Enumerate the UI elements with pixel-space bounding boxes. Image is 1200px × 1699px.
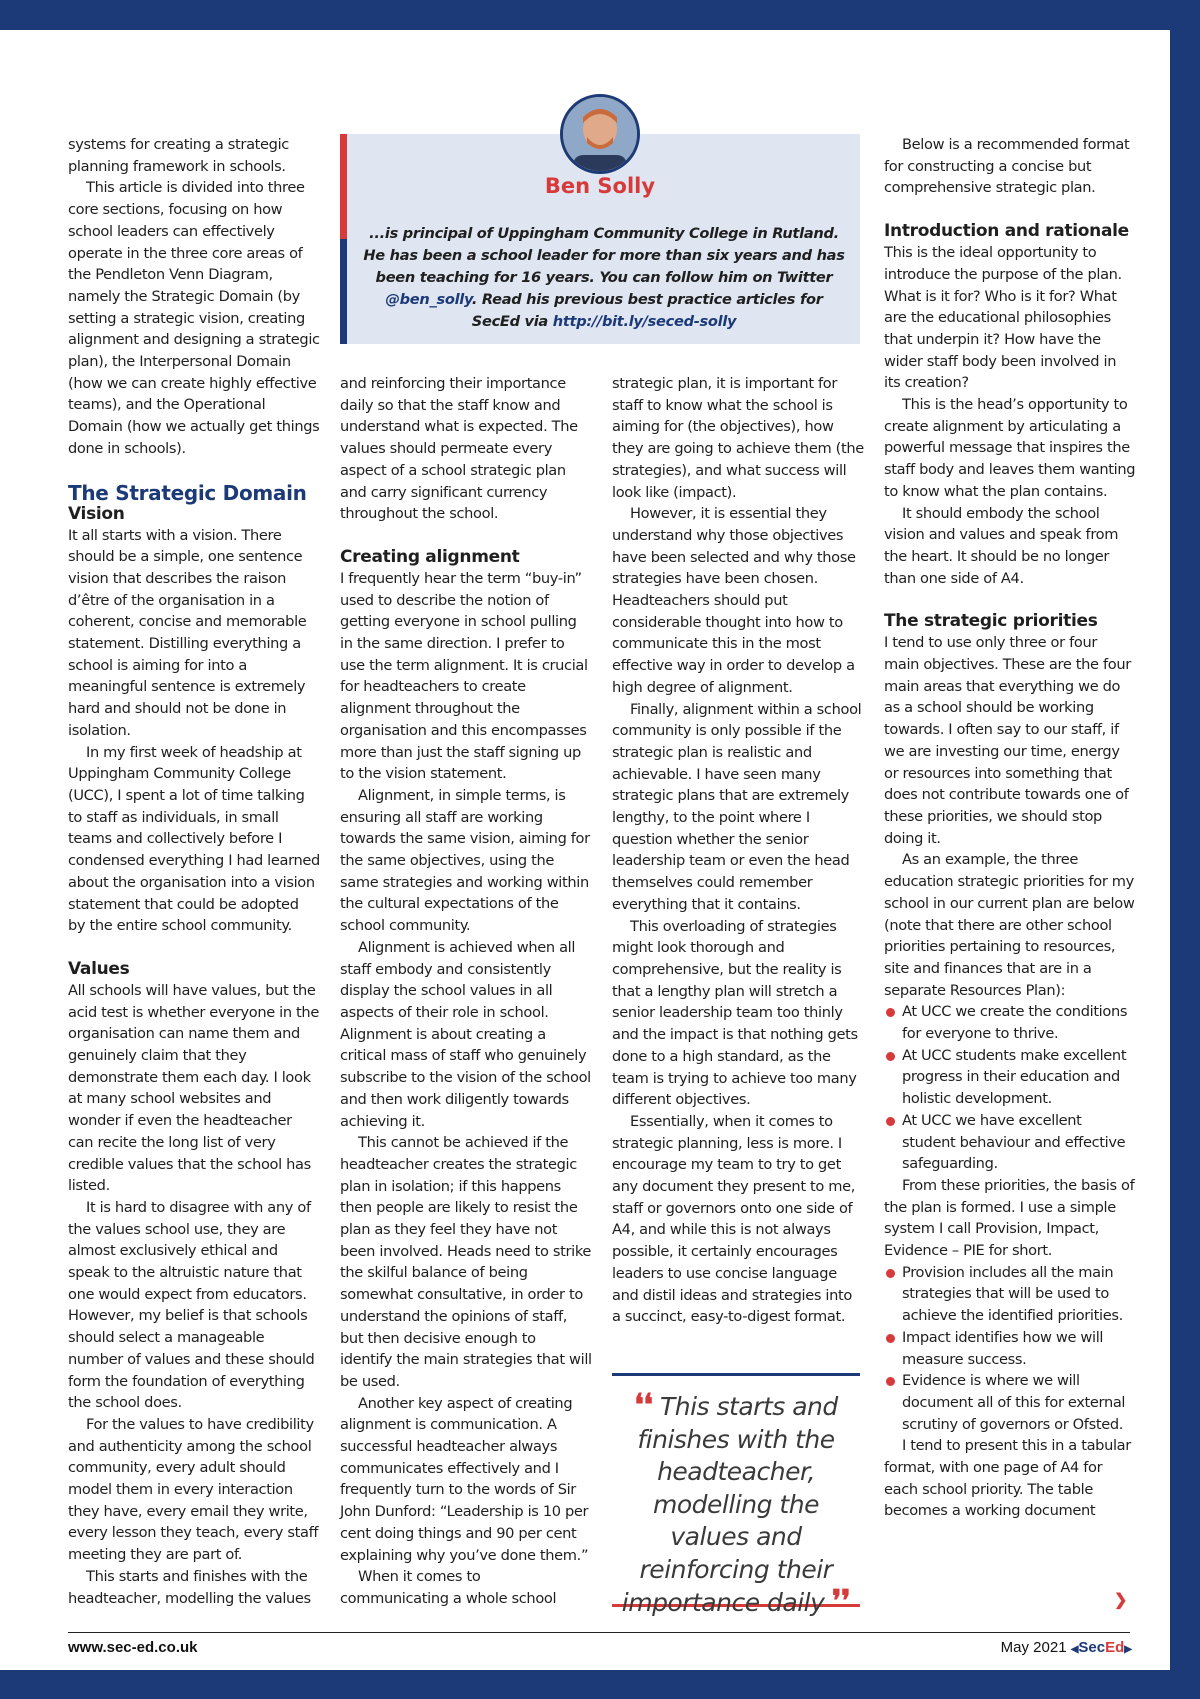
- paragraph: I tend to present this in a tabular format, with one page of A4 for each school priority. The table becomes a working document: [884, 1437, 1131, 1520]
- author-photo-icon: [563, 97, 637, 171]
- priorities-list: [884, 1001, 1136, 1175]
- paragraph: As an example, the three education strategic priorities for my school in our current plan are below (note that there are other school priorities pertaining to resources, site and finances that are in a separate Resources Plan):: [884, 851, 1135, 999]
- column-3: [612, 373, 864, 1328]
- issue-date: May 2021: [1000, 1639, 1067, 1656]
- paragraph: systems for creating a strategic planning framework in schools.: [68, 136, 289, 175]
- brand-logo: [1071, 1639, 1132, 1656]
- brand-sec: Sec: [1078, 1639, 1106, 1656]
- paragraph: This is the ideal opportunity to introduce the purpose of the plan. What is it for? Who is it for? What are the educational philosophies that underpin it? How have the wider staff body been involved in its creation?: [884, 244, 1122, 392]
- paragraph: When it comes to communicating a whole school: [340, 1568, 557, 1607]
- author-name: Ben Solly: [544, 174, 656, 198]
- list-item: [884, 1262, 1136, 1327]
- paragraph: strategic plan, it is important for staff to know what the school is aiming for (the objectives), how they are going to achieve them (the strategies), and what success will look like (impact).: [612, 375, 864, 501]
- bullet-icon: [886, 1377, 895, 1386]
- footer-website-link[interactable]: www.sec-ed.co.uk: [68, 1639, 198, 1656]
- pull-quote-body: This starts and finishes with the headteacher, modelling the values and reinforcing their importance daily: [621, 1392, 838, 1617]
- twitter-handle-link[interactable]: @ben_solly: [385, 291, 472, 308]
- bio-link[interactable]: http://bit.ly/seced-solly: [552, 313, 737, 330]
- subheading-strategic-priorities: The strategic priorities: [884, 611, 1098, 632]
- bullet-icon: [886, 1052, 895, 1061]
- open-quote-icon: ❛❛: [634, 1388, 653, 1423]
- paragraph: From these priorities, the basis of the plan is formed. I use a simple system I call Provision, Impact, Evidence – PIE for short.: [884, 1176, 1135, 1260]
- author-bio-text: [362, 223, 846, 333]
- list-item: [884, 1370, 1136, 1435]
- bullet-icon: [886, 1008, 895, 1017]
- paragraph: Below is a recommended format for constructing a concise but comprehensive strategic plan.: [884, 136, 1130, 197]
- paragraph: Alignment, in simple terms, is ensuring all staff are working towards the same vision, aiming for the same objectives, using the same strategies and working within the cultural expectations of the school community.: [340, 786, 590, 935]
- subheading-vision: Vision: [68, 503, 125, 524]
- pie-list: [884, 1262, 1136, 1436]
- close-quote-icon: ❜❜: [831, 1584, 851, 1619]
- list-item-text: Provision includes all the main strategies that will be used to achieve the identified priorities.: [902, 1263, 1123, 1325]
- continued-arrow-icon: ❯: [1114, 1592, 1128, 1609]
- subheading-values: Values: [68, 958, 130, 979]
- list-item: [884, 1327, 1136, 1370]
- footer-divider: [68, 1632, 1130, 1633]
- subheading-introduction: Introduction and rationale: [884, 221, 1129, 242]
- paragraph: It is hard to disagree with any of the values school use, they are almost exclusively ethical and speak to the altruistic nature that one would expect from educators. However, my belief is that schools should select a manageable number of values and these should form the foundation of everything the school does.: [68, 1198, 315, 1412]
- paragraph: This is the head’s opportunity to create alignment by articulating a powerful message that inspires the staff body and leaves them wanting to know what the plan contains.: [884, 396, 1136, 500]
- paragraph: I frequently hear the term “buy-in” used to describe the notion of getting everyone in school pulling in the same direction. I prefer to use the term alignment. It is crucial for headteachers to create alignment throughout the organisation and this encompasses more than just the staff signing up to the vision statement.: [340, 569, 588, 783]
- list-item-text: At UCC we create the conditions for everyone to thrive.: [902, 1003, 1128, 1043]
- bio-text-part: . Read his previous best practice articles for SecEd via: [471, 291, 823, 330]
- footer-issue: [1001, 1639, 1132, 1656]
- paragraph: This article is divided into three core sections, focusing on how school leaders can effectively operate in the three core areas of the Pendleton Venn Diagram, namely the Strategic Domain (by setting a strategic vision, creating alignment and designing a strategic plan), the Interpersonal Domain (how we can create highly effective teams), and the Operational Domain (how we actually get things done in schools).: [68, 179, 320, 457]
- pull-quote-text: [612, 1390, 860, 1620]
- paragraph: Another key aspect of creating alignment is communication. A successful headteacher always communicates effectively and I frequently turn to the words of Sir John Dunford: “Leadership is 10 per cent doing things and 90 per cent explaining why you’ve done them.”: [340, 1394, 589, 1564]
- list-item-text: Evidence is where we will document all of this for external scrutiny of governors or Ofsted.: [902, 1372, 1126, 1433]
- list-item-text: Impact identifies how we will measure success.: [902, 1328, 1104, 1368]
- bullet-icon: [886, 1334, 895, 1343]
- section-heading-strategic-domain: The Strategic Domain: [68, 480, 307, 505]
- paragraph: This cannot be achieved if the headteacher creates the strategic plan in isolation; if this happens then people are likely to resist the plan as they feel they have not been involved. Heads need to strike the skilful balance of being somewhat consultative, in order to understand the opinions of staff, but then decisive enough to identify the main strategies that will be used.: [340, 1134, 592, 1390]
- list-item: [884, 1110, 1136, 1175]
- author-avatar: [560, 94, 640, 174]
- right-arrow-icon: ▶: [1124, 1644, 1132, 1655]
- column-4: [884, 134, 1136, 1522]
- list-item: [884, 1045, 1136, 1110]
- pull-quote: [612, 1373, 860, 1619]
- paragraph: This starts and finishes with the headteacher, modelling the values: [68, 1567, 311, 1607]
- left-arrow-icon: ◀: [1070, 1644, 1079, 1655]
- list-item-text: At UCC students make excellent progress in their education and holistic development.: [902, 1046, 1127, 1108]
- column-2: [340, 373, 592, 1610]
- paragraph: However, it is essential they understand why those objectives have been selected and why those strategies have been chosen. Headteachers should put considerable thought into how to communicate this in the most effective way in order to develop a high degree of alignment.: [612, 505, 856, 696]
- paragraph: In my first week of headship at Uppingham Community College (UCC), I spent a lot of time talking to staff as individuals, in small teams and collectively before I condensed everything I had learned about the organisation into a vision statement that could be adopted by the entire school community.: [68, 743, 320, 935]
- bullet-icon: [886, 1269, 895, 1278]
- column-1: [68, 134, 320, 1609]
- paragraph: Essentially, when it comes to strategic planning, less is more. I encourage my team to try to get any document they present to me, staff or governors onto one side of A4, and while this is not always possible, it certainly encourages leaders to use concise language and distil ideas and strategies into a succinct, easy-to-digest format.: [612, 1112, 856, 1326]
- brand-ed: Ed: [1105, 1639, 1125, 1656]
- paragraph: For the values to have credibility and authenticity among the school community, every adult should model them in every interaction they have, every email they write, every lesson they teach, every staff meeting they are part of.: [68, 1415, 319, 1564]
- paragraph: All schools will have values, but the acid test is whether everyone in the organisation can name them and genuinely claim that they demonstrate them each day. I look at many school websites and wonder if even the headteacher can recite the long list of very credible values that the school has listed.: [68, 981, 319, 1195]
- paragraph: This overloading of strategies might look thorough and comprehensive, but the reality is that a lengthy plan will stretch a senior leadership team too thinly and the impact is that nothing gets done to a high standard, as the team is trying to achieve too many different objectives.: [612, 917, 858, 1109]
- bio-text-part: ...is principal of Uppingham Community College in Rutland. He has been a school leader for more than six years and has been teaching for 16 years. You can follow him on Twitter: [363, 225, 845, 286]
- list-item: [884, 1001, 1136, 1044]
- paragraph: Alignment is achieved when all staff embody and consistently display the school values in all aspects of their role in school. Alignment is about creating a critical mass of staff who genuinely subscribe to the vision of the school and then work diligently towards achieving it.: [340, 938, 591, 1130]
- bullet-icon: [886, 1117, 895, 1126]
- paragraph: and reinforcing their importance daily so that the staff know and understand what is expected. The values should permeate every aspect of a school strategic plan and carry significant currency throughout the school.: [340, 375, 578, 523]
- subheading-creating-alignment: Creating alignment: [340, 546, 520, 567]
- list-item-text: At UCC we have excellent student behaviour and effective safeguarding.: [902, 1111, 1126, 1173]
- accent-bar-blue: [340, 239, 347, 344]
- paragraph: Finally, alignment within a school community is only possible if the strategic plan is realistic and achievable. I have seen many strategic plans that are extremely lengthy, to the point where I question whether the senior leadership team or even the head themselves could remember everything that it contains.: [612, 700, 862, 913]
- paragraph: I tend to use only three or four main objectives. These are the four main areas that everything we do as a school should be working towards. I often say to our staff, if we are investing our time, energy or resources into something that does not contribute towards one of these priorities, we should stop doing it.: [884, 634, 1131, 847]
- paragraph: It should embody the school vision and values and speak from the heart. It should be no longer than one side of A4.: [884, 504, 1119, 587]
- paragraph: It all starts with a vision. There should be a simple, one sentence vision that describes the raison d’être of the organisation in a coherent, concise and memorable statement. Distilling everything a school is aiming for into a meaningful sentence is extremely hard and should not be done in isolation.: [68, 526, 307, 739]
